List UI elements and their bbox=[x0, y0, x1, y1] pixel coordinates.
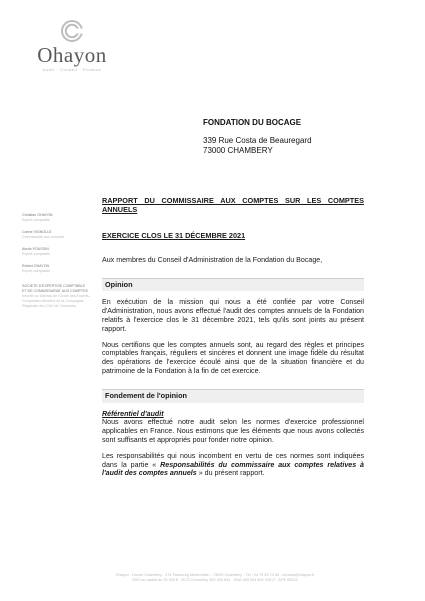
sidebar-person bbox=[22, 247, 90, 257]
fondement-paragraph-responsabilites bbox=[102, 452, 364, 478]
addressee-organization: FONDATION DU BOCAGE bbox=[203, 118, 302, 127]
fondement-paragraph: Nous avons effectué notre audit selon les normes d'exercice professionnel applicables en France. Nous estimons que les éléments que nous avons collectés sont suffisants et appropriés pour fonder notre opinion. bbox=[102, 418, 364, 444]
addressee-city: 73000 CHAMBERY bbox=[203, 146, 273, 155]
footer-line: Ohayon - Hoche Chambéry - 474 Faubourg Montmélian - 73000 Chambéry - Tél : 04 79 33 72 84 - contact@ohayon.fr bbox=[115, 573, 315, 577]
footer-line: SAS au capital de 20 000 € - RCS Chambéry 453 254 854 - Siret 453 254 854 00017 - APE 6920Z bbox=[132, 578, 298, 583]
sidebar-person bbox=[22, 264, 90, 274]
ohayon-logo-mark-icon bbox=[61, 20, 83, 42]
addressee-street: 339 Rue Costa de Beauregard bbox=[203, 136, 312, 145]
addressee-block bbox=[203, 118, 312, 156]
salutation: Aux membres du Conseil d'Administration de la Fondation du Bocage, bbox=[102, 255, 323, 264]
sidebar-person-name: Alexis POUSSIN bbox=[22, 247, 49, 251]
sidebar-company-details: Inscrite au Tableau de l'Ordre des Experts-Comptables Membre de la Compagnie Régionale des CAC de Chambéry bbox=[22, 294, 90, 308]
opinion-paragraph: En exécution de la mission qui nous a été confiée par votre Conseil d'Administration, nous avons effectué l'audit des comptes annuels de la Fondation relatifs à l'exercice clos le 31 décembre 2021, tels qu'ils sont joints au présent rapport. bbox=[102, 298, 364, 333]
sidebar-person-name: Christian OHAYON bbox=[22, 213, 53, 217]
subheading-referentiel: Référentiel d'audit bbox=[102, 409, 164, 418]
sidebar-person-role: Expert-comptable bbox=[22, 269, 51, 273]
page-footer bbox=[40, 573, 390, 583]
sidebar-person-name: Robert OHAYON bbox=[22, 264, 50, 268]
sidebar-company-type: SOCIETE D'EXPERTISE COMPTABLE ET DE COMMISSARIAT AUX COMPTES bbox=[22, 284, 88, 293]
company-logo bbox=[22, 20, 122, 72]
section-heading-fondement: Fondement de l'opinion bbox=[102, 389, 364, 403]
sidebar-person-role: Commissaire aux comptes bbox=[22, 235, 65, 239]
section-heading-opinion: Opinion bbox=[102, 278, 364, 292]
logo-tagline: Audit · Conseil · Finance bbox=[42, 67, 102, 72]
sidebar-person-role: Expert-comptable bbox=[22, 252, 51, 256]
report-title: RAPPORT DU COMMISSAIRE AUX COMPTES SUR LES COMPTES ANNUELS bbox=[102, 196, 364, 214]
paragraph-emphasis: Responsabilités du commissaire aux comptes relatives à l'audit des comptes annuels bbox=[102, 460, 364, 478]
report-body bbox=[102, 197, 364, 478]
report-subtitle: EXERCICE CLOS LE 31 DÉCEMBRE 2021 bbox=[102, 231, 246, 240]
sidebar-person-role: Expert-comptable bbox=[22, 218, 51, 222]
opinion-paragraph: Nous certifions que les comptes annuels sont, au regard des règles et principes comptables français, réguliers et sincères et donnent une image fidèle du résultat des opérations de l'exercice écoulé ainsi que de la situation financière et du patrimoine de la Fondation à la fin de cet exercice. bbox=[102, 340, 364, 375]
sidebar-person bbox=[22, 230, 90, 240]
paragraph-text: » du présent rapport. bbox=[198, 469, 265, 478]
paragraph-text: Les responsabilités qui nous incombent en vertu de ces normes sont indiquées dans la partie « bbox=[102, 451, 364, 469]
logo-wordmark: Ohayon bbox=[37, 43, 107, 67]
letterhead-sidebar bbox=[22, 213, 90, 309]
sidebar-person bbox=[22, 213, 90, 223]
sidebar-person-name: Carine VIGNOLLE bbox=[22, 230, 52, 234]
